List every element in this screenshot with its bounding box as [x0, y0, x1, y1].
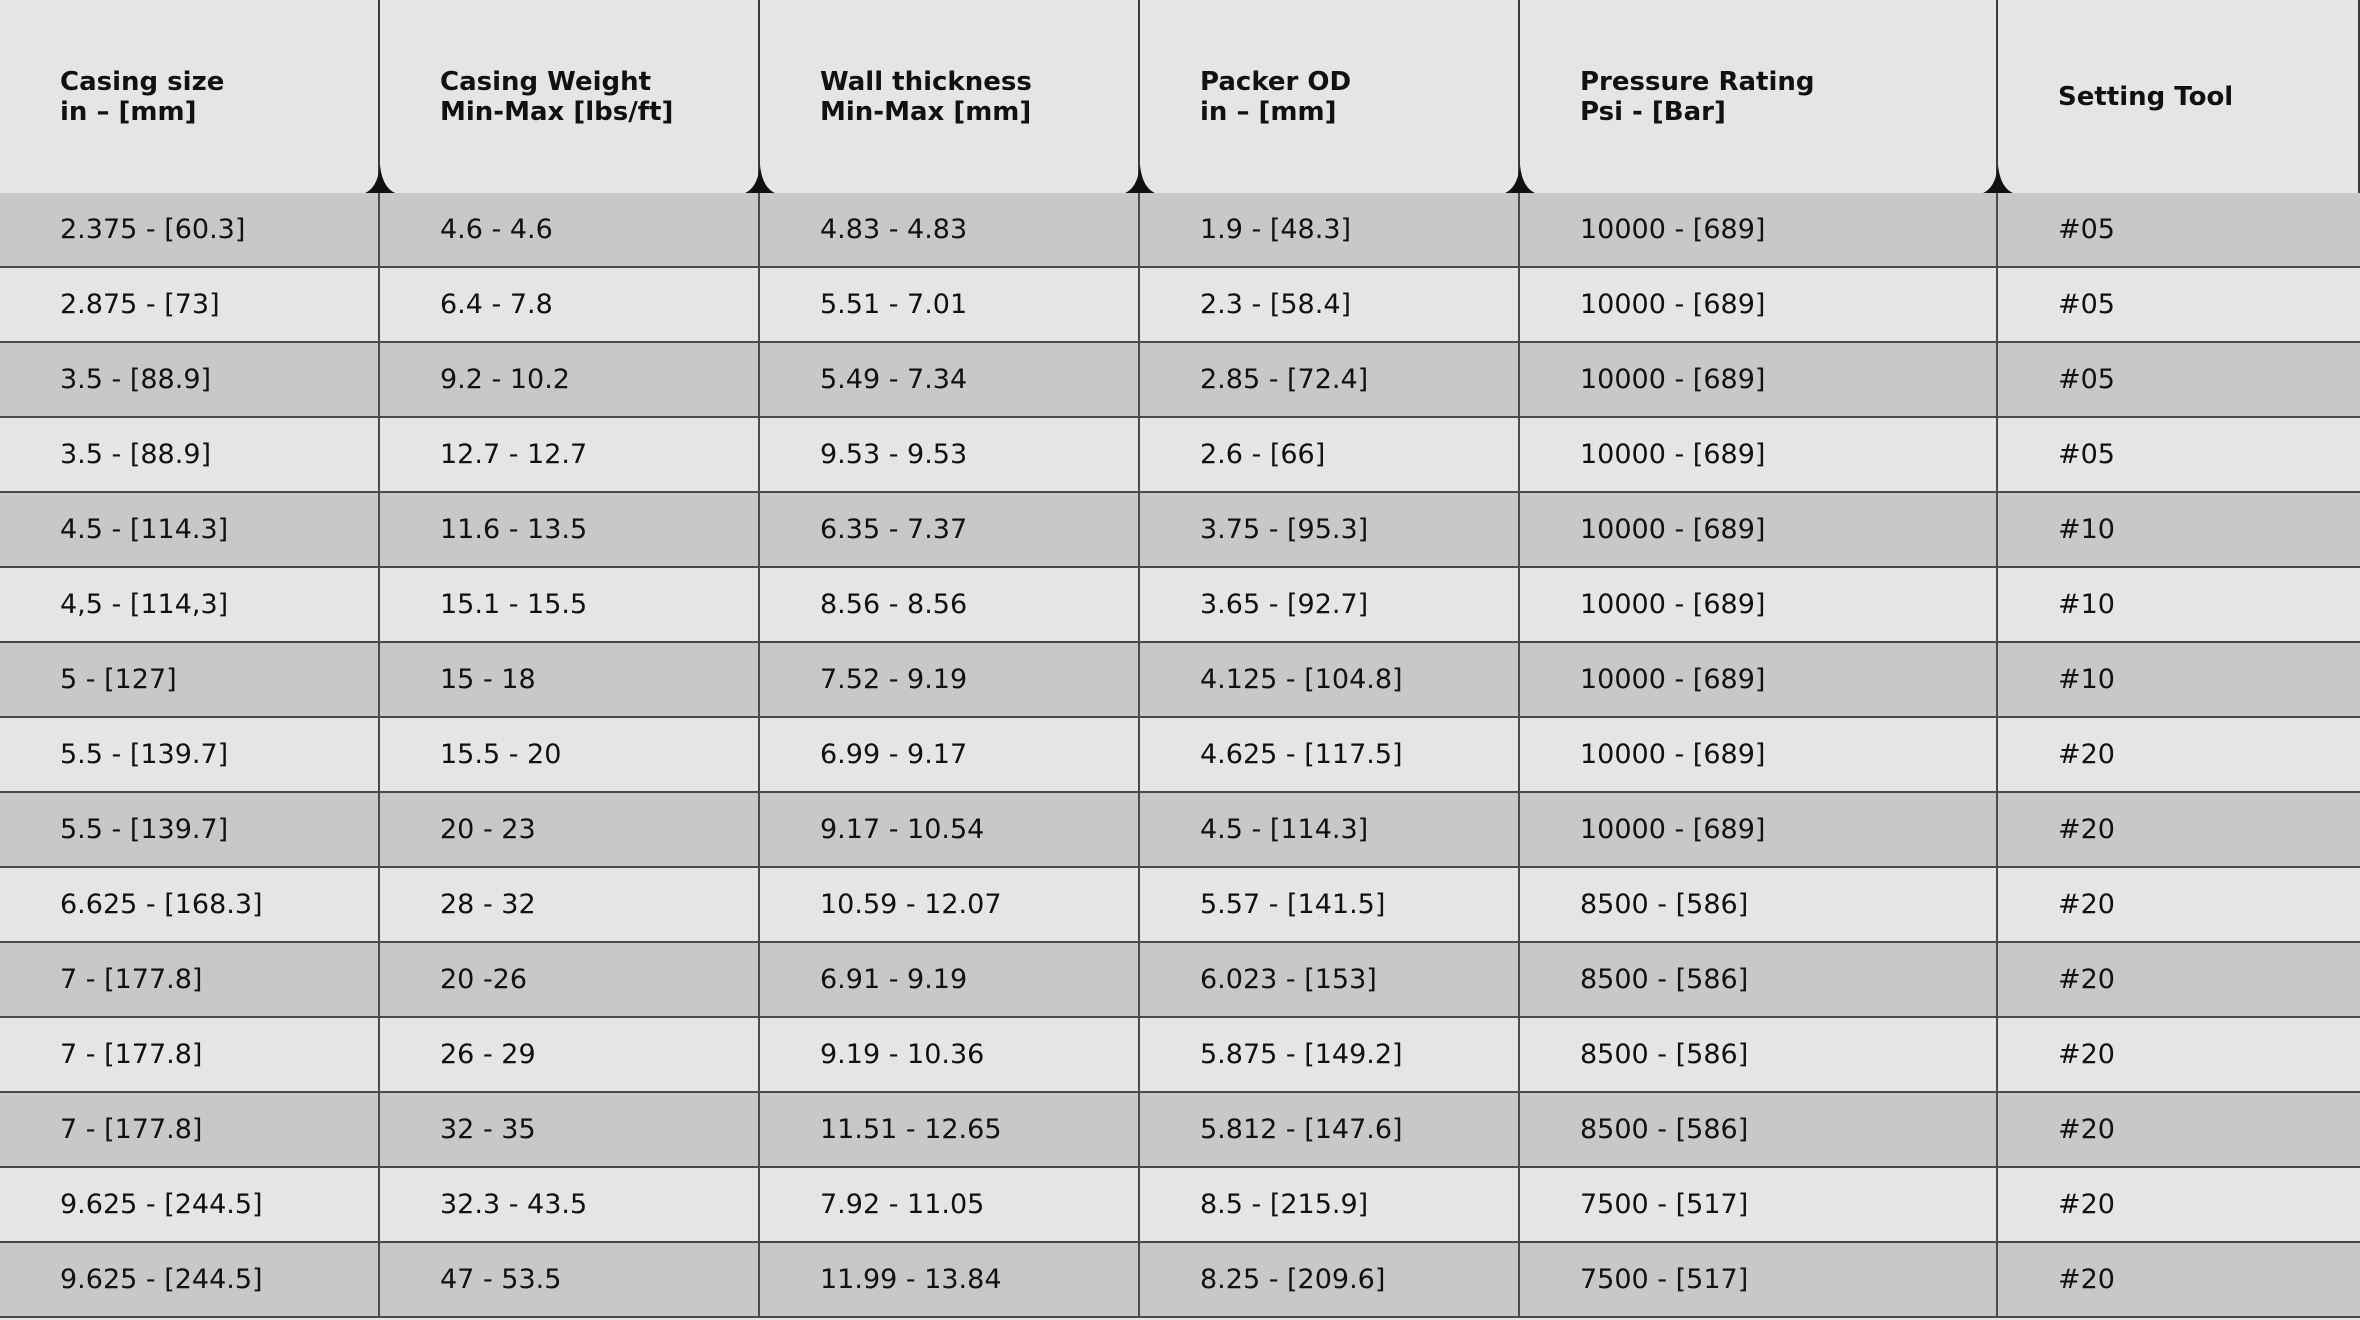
cell-wall-thickness: 7.52 - 9.19 [760, 643, 1140, 716]
cell-wall-thickness: 5.51 - 7.01 [760, 268, 1140, 341]
cell-packer-od: 4.125 - [104.8] [1140, 643, 1520, 716]
cell-pressure-rating: 8500 - [586] [1520, 1018, 1998, 1091]
table-row [0, 868, 2360, 943]
cell-wall-thickness: 9.17 - 10.54 [760, 793, 1140, 866]
cell-pressure-rating: 8500 - [586] [1520, 868, 1998, 941]
table-row [0, 643, 2360, 718]
cell-packer-od: 8.5 - [215.9] [1140, 1168, 1520, 1241]
cell-packer-od: 5.57 - [141.5] [1140, 868, 1520, 941]
table-row [0, 793, 2360, 868]
header-label-line: Setting Tool [2058, 81, 2234, 112]
cell-pressure-rating: 8500 - [586] [1520, 1093, 1998, 1166]
cell-packer-od: 3.75 - [95.3] [1140, 493, 1520, 566]
header-pressure-rating [1520, 0, 1998, 193]
cell-casing-size: 5.5 - [139.7] [0, 718, 380, 791]
cell-packer-od: 3.65 - [92.7] [1140, 568, 1520, 641]
cell-casing-weight: 15.1 - 15.5 [380, 568, 760, 641]
cell-casing-size: 5 - [127] [0, 643, 380, 716]
cell-pressure-rating: 10000 - [689] [1520, 793, 1998, 866]
cell-casing-weight: 11.6 - 13.5 [380, 493, 760, 566]
table-row [0, 493, 2360, 568]
header-label [820, 67, 1032, 127]
header-casing-weight [380, 0, 760, 193]
header-packer-od [1140, 0, 1520, 193]
table-row [0, 1093, 2360, 1168]
table-row [0, 718, 2360, 793]
table-row [0, 268, 2360, 343]
cell-packer-od: 5.812 - [147.6] [1140, 1093, 1520, 1166]
cell-packer-od: 8.25 - [209.6] [1140, 1243, 1520, 1316]
cell-casing-size: 4,5 - [114,3] [0, 568, 380, 641]
header-label-line: in – [mm] [1200, 96, 1337, 127]
header-label-line: Wall thickness [820, 66, 1032, 97]
cell-packer-od: 4.625 - [117.5] [1140, 718, 1520, 791]
cell-setting-tool: #10 [2058, 589, 2115, 620]
cell-casing-size: 4.5 - [114.3] [0, 493, 380, 566]
cell-casing-weight: 6.4 - 7.8 [380, 268, 760, 341]
header-label [1200, 67, 1351, 127]
cell-setting-tool: #05 [2058, 214, 2115, 245]
cell-pressure-rating: 8500 - [586] [1520, 943, 1998, 1016]
cell-casing-size: 7 - [177.8] [0, 943, 380, 1016]
header-setting-tool [1998, 0, 2360, 193]
cell-pressure-rating: 7500 - [517] [1520, 1168, 1998, 1241]
cell-wall-thickness: 8.56 - 8.56 [760, 568, 1140, 641]
cell-pressure-rating: 10000 - [689] [1520, 718, 1998, 791]
cell-casing-size: 9.625 - [244.5] [0, 1243, 380, 1316]
cell-wall-thickness: 9.19 - 10.36 [760, 1018, 1140, 1091]
cell-setting-tool: #10 [2058, 664, 2115, 695]
cell-setting-tool: #20 [2058, 1189, 2115, 1220]
cell-wall-thickness: 9.53 - 9.53 [760, 418, 1140, 491]
cell-setting-tool: #20 [2058, 1114, 2115, 1145]
cell-pressure-rating: 10000 - [689] [1520, 418, 1998, 491]
header-casing-size [0, 0, 380, 193]
cell-pressure-rating: 10000 - [689] [1520, 193, 1998, 266]
cell-packer-od: 1.9 - [48.3] [1140, 193, 1520, 266]
header-label-line: Pressure Rating [1580, 66, 1815, 97]
cell-casing-weight: 26 - 29 [380, 1018, 760, 1091]
cell-casing-size: 3.5 - [88.9] [0, 418, 380, 491]
header-label-line: Packer OD [1200, 66, 1352, 97]
cell-casing-size: 2.375 - [60.3] [0, 193, 380, 266]
cell-wall-thickness: 10.59 - 12.07 [760, 868, 1140, 941]
cell-casing-size: 2.875 - [73] [0, 268, 380, 341]
cell-setting-tool: #20 [2058, 739, 2115, 770]
cell-casing-weight: 32.3 - 43.5 [380, 1168, 760, 1241]
table-row [0, 343, 2360, 418]
table-row [0, 568, 2360, 643]
header-label-line: Casing Weight [440, 66, 652, 97]
cell-setting-tool: #20 [2058, 814, 2115, 845]
cell-casing-weight: 15.5 - 20 [380, 718, 760, 791]
cell-wall-thickness: 11.99 - 13.84 [760, 1243, 1140, 1316]
cell-pressure-rating: 10000 - [689] [1520, 643, 1998, 716]
cell-setting-tool: #20 [2058, 964, 2115, 995]
cell-pressure-rating: 7500 - [517] [1520, 1243, 1998, 1316]
cell-setting-tool: #20 [2058, 1264, 2115, 1295]
cell-casing-size: 6.625 - [168.3] [0, 868, 380, 941]
table-row [0, 1243, 2360, 1318]
cell-casing-weight: 47 - 53.5 [380, 1243, 760, 1316]
cell-wall-thickness: 4.83 - 4.83 [760, 193, 1140, 266]
cell-casing-size: 5.5 - [139.7] [0, 793, 380, 866]
table-header-row [0, 0, 2360, 195]
header-label [60, 67, 224, 127]
cell-wall-thickness: 11.51 - 12.65 [760, 1093, 1140, 1166]
cell-casing-size: 9.625 - [244.5] [0, 1168, 380, 1241]
header-label-line: Casing size [60, 66, 225, 97]
cell-pressure-rating: 10000 - [689] [1520, 268, 1998, 341]
header-label [1580, 67, 1815, 127]
cell-setting-tool: #10 [2058, 514, 2115, 545]
header-label-line: Min-Max [lbs/ft] [440, 96, 674, 127]
cell-casing-size: 7 - [177.8] [0, 1018, 380, 1091]
table-row [0, 418, 2360, 493]
header-label [2058, 82, 2233, 112]
cell-wall-thickness: 6.91 - 9.19 [760, 943, 1140, 1016]
cell-casing-weight: 15 - 18 [380, 643, 760, 716]
cell-setting-tool: #05 [2058, 364, 2115, 395]
table-row [0, 1018, 2360, 1093]
cell-casing-weight: 12.7 - 12.7 [380, 418, 760, 491]
cell-wall-thickness: 7.92 - 11.05 [760, 1168, 1140, 1241]
cell-wall-thickness: 5.49 - 7.34 [760, 343, 1140, 416]
header-label-line: in – [mm] [60, 96, 197, 127]
cell-wall-thickness: 6.35 - 7.37 [760, 493, 1140, 566]
cell-pressure-rating: 10000 - [689] [1520, 343, 1998, 416]
cell-pressure-rating: 10000 - [689] [1520, 568, 1998, 641]
header-wall-thickness [760, 0, 1140, 193]
cell-packer-od: 2.85 - [72.4] [1140, 343, 1520, 416]
cell-casing-weight: 32 - 35 [380, 1093, 760, 1166]
table-row [0, 1168, 2360, 1243]
cell-pressure-rating: 10000 - [689] [1520, 493, 1998, 566]
table-row [0, 943, 2360, 1018]
cell-casing-weight: 20 - 23 [380, 793, 760, 866]
cell-packer-od: 2.6 - [66] [1140, 418, 1520, 491]
header-label-line: Psi - [Bar] [1580, 96, 1726, 127]
cell-casing-weight: 28 - 32 [380, 868, 760, 941]
cell-casing-size: 3.5 - [88.9] [0, 343, 380, 416]
cell-casing-size: 7 - [177.8] [0, 1093, 380, 1166]
cell-setting-tool: #05 [2058, 289, 2115, 320]
cell-setting-tool: #20 [2058, 1039, 2115, 1070]
cell-setting-tool: #20 [2058, 889, 2115, 920]
cell-casing-weight: 20 -26 [380, 943, 760, 1016]
cell-packer-od: 2.3 - [58.4] [1140, 268, 1520, 341]
cell-casing-weight: 9.2 - 10.2 [380, 343, 760, 416]
cell-packer-od: 5.875 - [149.2] [1140, 1018, 1520, 1091]
cell-casing-weight: 4.6 - 4.6 [380, 193, 760, 266]
cell-packer-od: 6.023 - [153] [1140, 943, 1520, 1016]
table-row [0, 193, 2360, 268]
cell-wall-thickness: 6.99 - 9.17 [760, 718, 1140, 791]
header-label [440, 67, 673, 127]
cell-setting-tool: #05 [2058, 439, 2115, 470]
cell-packer-od: 4.5 - [114.3] [1140, 793, 1520, 866]
header-label-line: Min-Max [mm] [820, 96, 1032, 127]
